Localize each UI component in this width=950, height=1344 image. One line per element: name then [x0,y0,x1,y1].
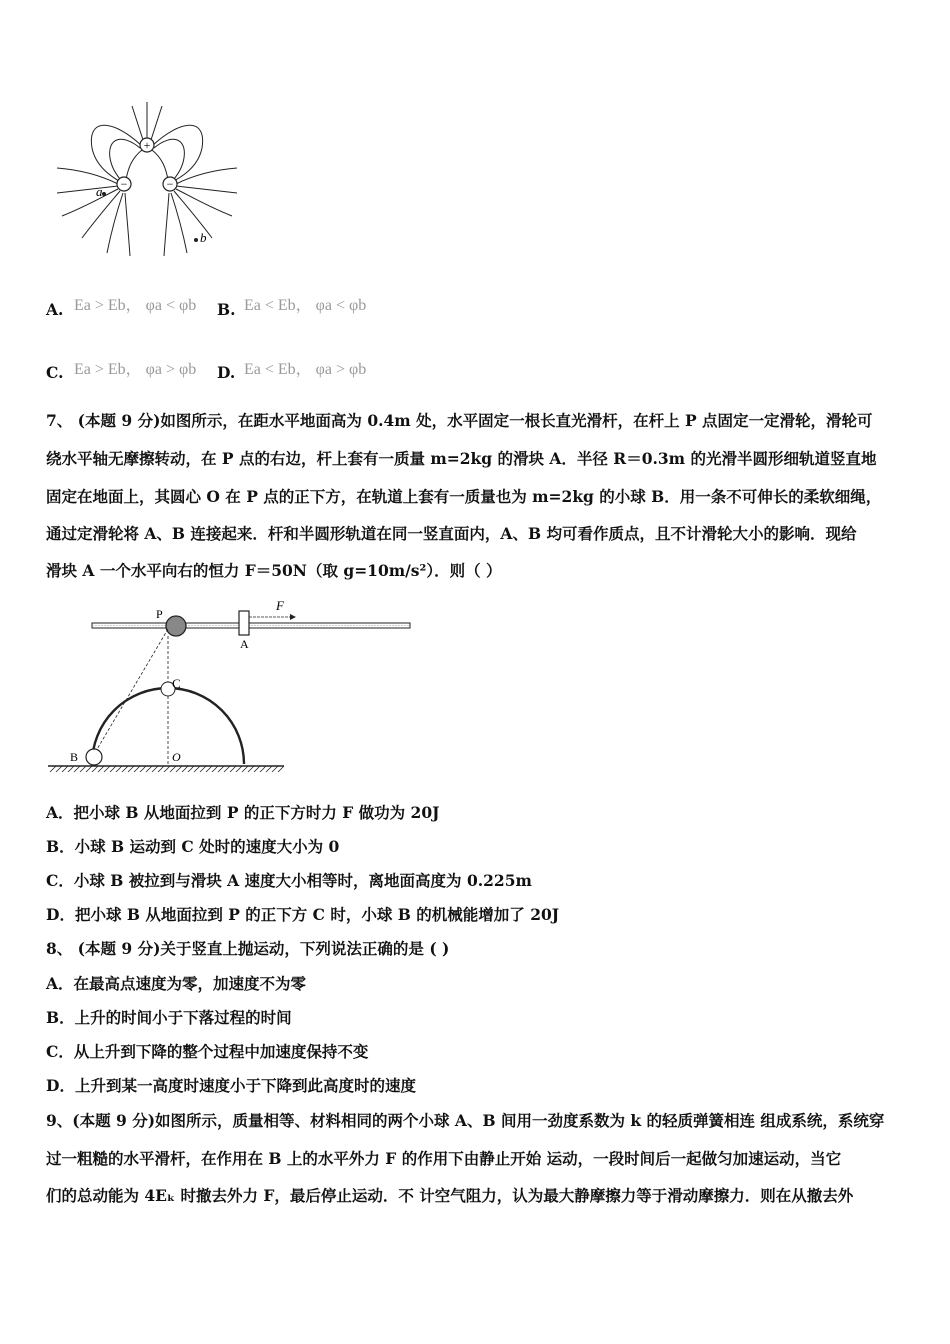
q6-option-d-key: D. [217,363,236,382]
field-line [164,193,169,256]
field-line [176,189,232,216]
q8-option-d: D．上升到某一高度时速度小于下降到此高度时的速度 [46,1076,416,1095]
point-a-label: a [96,184,103,199]
q6-option-a: Ea > Eb， φa < φb [74,297,197,314]
field-line [171,193,187,253]
q6-option-b: Ea < Eb， φa < φb [244,297,367,314]
q7-option-c: C．小球 B 被拉到与滑块 A 速度大小相等时，离地面高度为 0.225m [46,871,532,890]
slider-block-a [239,611,249,635]
field-line [57,186,118,193]
q7-stem-line: 绕水平轴无摩擦转动，在 P 点的右边，杆上套有一质量 m=2kg 的滑块 A．半径 R＝0.3m 的光滑半圆形细轨道竖直地 [46,449,877,468]
q6-option-b-key: B. [217,300,236,319]
point-b [194,238,198,242]
field-line [176,186,237,193]
field-line [107,193,123,253]
minus-label-right: − [166,177,174,191]
field-line [126,150,142,180]
label-b: B [70,750,79,764]
field-line [57,168,118,184]
field-line [154,139,184,182]
label-a: A [240,637,249,651]
label-o: O [172,750,181,764]
plus-label: + [143,138,151,152]
q7-stem-line: 通过定滑轮将 A、B 连接起来．杆和半圆形轨道在同一竖直面内，A、B 均可看作质点，且不计滑轮大小的影响．现给 [46,524,857,543]
q7-option-b: B．小球 B 运动到 C 处时的速度大小为 0 [46,837,340,856]
q6-option-c: Ea > Eb， φa > φb [74,361,197,378]
q9-stem-line: 9、(本题 9 分)如图所示，质量相等、材料相同的两个小球 A、B 间用一劲度系数为 k 的轻质弹簧相连 组成系统，系统穿 [46,1111,885,1130]
electric-field-figure [52,98,242,263]
ground-hatch [50,766,284,772]
field-line [152,150,168,180]
field-line [176,168,237,184]
label-f: F [276,598,284,613]
field-line [125,193,130,256]
point-a [102,192,106,196]
point-b-label: b [200,230,207,245]
label-c: C [172,676,181,691]
field-line [132,106,144,143]
q7-stem-line: 固定在地面上，其圆心 O 在 P 点的正下方，在轨道上套有一质量也为 m=2kg 的小球 B．用一条不可伸长的柔软细绳， [46,487,882,506]
q7-option-a: A．把小球 B 从地面拉到 P 的正下方时力 F 做功为 20J [46,803,440,822]
q8-option-a: A．在最高点速度为零，加速度不为零 [46,974,307,993]
q9-stem-line: 过一粗糙的水平滑杆，在作用在 B 上的水平外力 F 的作用下由静止开始 运动，一段时间后一起做匀加速运动，当它 [46,1149,842,1168]
q6-option-c-key: C. [46,363,64,382]
minus-label-left: − [120,177,128,191]
q7-stem-line: 滑块 A 一个水平向右的恒力 F＝50N（取 g=10m/s²）．则（ ） [46,561,502,580]
rope-to-b [96,629,168,751]
pulley-track-figure [44,596,414,776]
label-p: P [156,607,163,621]
q6-option-d: Ea < Eb， φa > φb [244,361,367,378]
pulley-p [166,616,186,636]
q9-stem-line: 们的总动能为 4Eₖ 时撤去外力 F，最后停止运动．不 计空气阻力，认为最大静摩擦力等于滑动摩擦力．则在从撤去外 [46,1186,854,1205]
q8-option-b: B．上升的时间小于下落过程的时间 [46,1008,292,1027]
ball-b [86,749,102,765]
field-line [62,189,118,216]
field-line [150,106,162,143]
q8-option-c: C．从上升到下降的整个过程中加速度保持不变 [46,1042,369,1061]
q8-stem: 8、 (本题 9 分)关于竖直上抛运动，下列说法正确的是 ( ) [46,939,450,958]
field-line [110,139,140,182]
q7-stem-line: 7、 (本题 9 分)如图所示，在距水平地面高为 0.4m 处，水平固定一根长直光滑杆，在杆上 P 点固定一定滑轮，滑轮可 [46,411,873,430]
q7-option-d: D．把小球 B 从地面拉到 P 的正下方 C 时，小球 B 的机械能增加了 20J [46,905,560,924]
q6-option-a-key: A. [46,300,64,319]
